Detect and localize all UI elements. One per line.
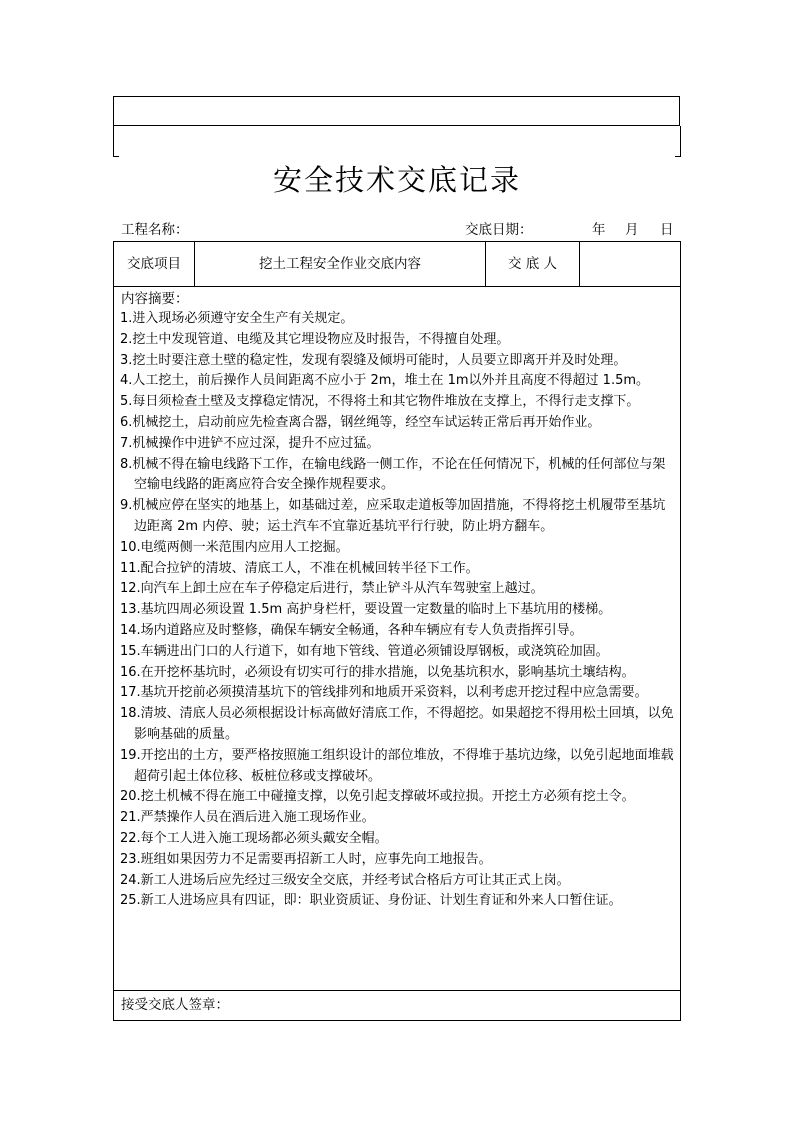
list-item: 24.新工人进场后应先经过三级安全交底，并经考试合格后方可让其正式上岗。: [120, 872, 570, 888]
list-item: 11.配合拉铲的清坡、清底工人，不准在机械回转半径下工作。: [120, 560, 479, 576]
list-item: 17.基坑开挖前必须摸清基坑下的管线排列和地质开采资料，以利考虑开挖过程中应急需要。: [120, 685, 648, 701]
list-item: 1.进入现场必须遵守安全生产有关规定。: [120, 311, 354, 326]
project-name-label: 工程名称：: [121, 222, 189, 238]
list-item: 3.挖土时要注意土壁的稳定性，发现有裂缝及倾坍可能时，人员要立即离开并及时处理。: [120, 352, 627, 368]
list-item: 9.机械应停在坚实的地基上，如基础过差，应采取走道板等加固措施，不得将挖土机履带至基坑边距离 2m 内停、驶；运土汽车不宜靠近基坑平行行驶，防止坍方翻车。: [120, 498, 666, 534]
list-item: 4.人工挖土，前后操作人员间距离不应小于 2m，堆土在 1m以外并且高度不得超过 1.5m。: [120, 373, 650, 389]
header-frame: [113, 126, 681, 157]
list-item: 2.挖土中发现管道、电缆及其它埋设物应及时报告，不得擅自处理。: [120, 331, 510, 347]
day-label: 日: [660, 222, 674, 238]
content-summary-area: [114, 287, 680, 990]
list-item: 18.清坡、清底人员必须根据设计标高做好清底工作，不得超挖。如果超挖不得用松土回填，以免影响基础的质量。: [120, 706, 674, 742]
year-label: 年: [592, 222, 606, 238]
safety-item-list: [114, 309, 680, 912]
date-fields: [592, 220, 682, 240]
list-item: 21.严禁操作人员在酒后进入施工现场作业。: [120, 810, 375, 826]
list-item: 6.机械挖土，启动前应先检查离合器，钢丝绳等，经空车试运转正常后再开始作业。: [120, 414, 601, 430]
frame-right-tick: [675, 156, 681, 157]
list-item: 14.场内道路应及时整修，确保车辆安全畅通，各种车辆应有专人负责指挥引导。: [120, 622, 583, 638]
list-item: 13.基坑四周必须设置 1.5m 高护身栏杆，要设置一定数量的临时上下基坑用的楼梯。: [120, 602, 612, 618]
list-item: 10.电缆两侧一米范围内应用人工挖掘。: [120, 539, 349, 555]
frame-left-line: [113, 126, 114, 157]
list-item: 8.机械不得在输电线路下工作，在输电线路一侧工作，不论在任何情况下，机械的任何部位与架空输电线路的距离应符合安全操作规程要求。: [120, 456, 666, 493]
list-item: 25.新工人进场应具有四证，即：职业资质证、身份证、计划生育证和外来人口暂住证。: [120, 893, 622, 909]
list-item: 20.挖土机械不得在施工中碰撞支撑，以免引起支撑破坏或拉损。开挖土方必须有挖土令。: [120, 789, 635, 805]
content-summary-label: 内容摘要：: [121, 291, 189, 307]
document-title: 安全技术交底记录: [272, 163, 521, 197]
month-label: 月: [625, 222, 639, 238]
header-box: [113, 96, 680, 126]
briefing-date-label: 交底日期：: [465, 222, 533, 238]
item-label-cell: 交底项目: [127, 256, 181, 272]
list-item: 12.向汽车上卸土应在车子停稳定后进行，禁止铲斗从汽车驾驶室上越过。: [120, 581, 544, 597]
frame-left-tick: [113, 156, 119, 157]
signature-row: [114, 990, 680, 1021]
list-item: 7.机械操作中进铲不应过深，提升不应过猛。: [120, 435, 380, 451]
table-header-row: [114, 242, 680, 287]
list-item: 16.在开挖杯基坑时，必须设有切实可行的排水措施，以免基坑积水，影响基坑土壤结构。: [120, 664, 635, 680]
briefer-label-cell: 交 底 人: [507, 256, 558, 272]
list-item: 23.班组如果因劳力不足需要再招新工人时，应事先向工地报告。: [120, 851, 492, 867]
list-item: 15.车辆进出门口的人行道下，如有地下管线、管道必须铺设厚钢板，或浇筑砼加固。: [120, 643, 609, 659]
item-value-cell: 挖土工程安全作业交底内容: [259, 256, 421, 272]
list-item: 22.每个工人进入施工现场都必须头戴安全帽。: [120, 830, 388, 846]
briefing-table: [113, 241, 681, 1021]
briefer-value-cell[interactable]: [580, 242, 680, 286]
frame-right-line: [680, 126, 681, 157]
list-item: 19.开挖出的土方，要严格按照施工组织设计的部位堆放，不得堆于基坑边缘，以免引起地面堆载超荷引起土体位移、板桩位移或支撑破坏。: [120, 747, 674, 784]
recipient-signature-label: 接受交底人签章：: [121, 997, 229, 1013]
list-item: 5.每日须检查土壁及支撑稳定情况，不得将土和其它物件堆放在支撑上，不得行走支撑下。: [120, 394, 640, 410]
